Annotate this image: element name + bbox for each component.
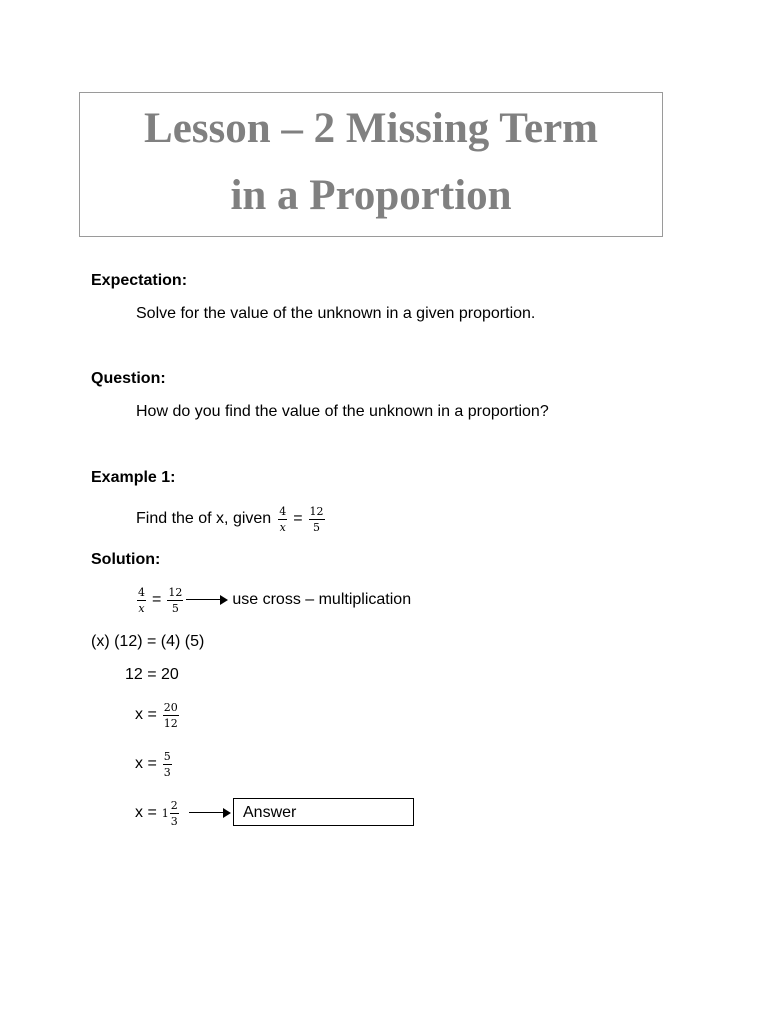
fraction-denominator: 3 [163, 765, 171, 779]
fraction-denominator: 5 [313, 520, 321, 534]
solution-fraction-left [137, 587, 146, 614]
solution-line-2: (x) (12) = (4) (5) [91, 633, 205, 650]
fraction-denominator: 3 [170, 814, 178, 828]
question-heading: Question: [91, 370, 166, 387]
expectation-text: Solve for the value of the unknown in a given proportion. [136, 305, 536, 322]
solution-line-6 [135, 796, 231, 830]
equals-sign: = [152, 591, 162, 608]
fraction-numerator: 4 [138, 585, 145, 599]
example1-fraction-right [309, 506, 325, 533]
fraction-denominator: 5 [171, 601, 179, 615]
equals-sign: = [293, 510, 303, 527]
fraction-denominator: x [279, 520, 286, 534]
fraction-denominator: 12 [163, 716, 178, 730]
example1-prompt-row [136, 502, 326, 536]
question-text: How do you find the value of the unknown in a proportion? [136, 403, 549, 420]
example1-heading: Example 1: [91, 469, 176, 486]
fraction-numerator: 4 [279, 504, 287, 518]
title-line-1: Lesson – 2 Missing Term [144, 105, 598, 152]
cross-multiplication-note: use cross – multiplication [232, 591, 412, 608]
answer-box: Answer [233, 798, 414, 826]
mixed-number-whole: 1 [161, 806, 169, 820]
solution-line-5-fraction [163, 751, 172, 778]
solution-line-3: 12 = 20 [125, 666, 179, 683]
right-arrow-icon [189, 808, 231, 818]
solution-line-5 [135, 747, 173, 781]
solution-heading: Solution: [91, 551, 161, 568]
fraction-numerator: 2 [170, 798, 178, 812]
solution-line-4 [135, 698, 180, 732]
fraction-denominator: x [138, 601, 145, 615]
fraction-numerator: 12 [309, 504, 324, 518]
solution-line-6-fraction [170, 800, 179, 827]
right-arrow-icon [186, 595, 228, 605]
title-line-2: in a Proportion [230, 172, 512, 219]
example1-prompt: Find the of x, given [136, 510, 272, 527]
fraction-numerator: 20 [163, 700, 178, 714]
x-equals-label: x = [135, 804, 157, 821]
x-equals-label: x = [135, 706, 157, 723]
solution-line-1 [136, 583, 411, 617]
x-equals-label: x = [135, 755, 157, 772]
solution-fraction-right [167, 587, 183, 614]
solution-line-4-fraction [163, 702, 179, 729]
expectation-heading: Expectation: [91, 272, 188, 289]
example1-fraction-left [278, 506, 287, 533]
fraction-numerator: 12 [168, 585, 183, 599]
fraction-numerator: 5 [163, 749, 171, 763]
title-box [79, 92, 663, 237]
